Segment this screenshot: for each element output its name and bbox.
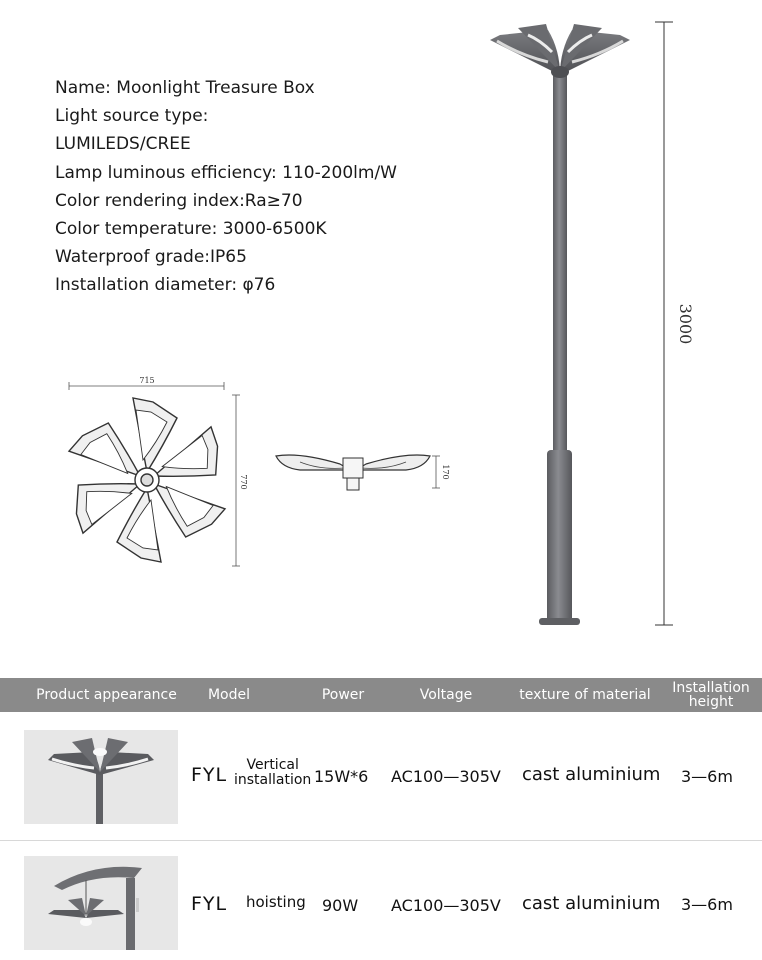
power-value: 90W (322, 896, 359, 915)
top-width-label: 715 (139, 376, 155, 385)
spec-waterproof: Waterproof grade:IP65 (55, 247, 247, 268)
spec-light-source-value: LUMILEDS/CREE (55, 134, 191, 155)
pole-foot (539, 618, 580, 625)
spec-light-source-label: Light source type: (55, 106, 209, 127)
table-row (0, 841, 762, 960)
installation-line2: installation (234, 772, 312, 788)
lamp-head (490, 24, 630, 78)
table-row (0, 712, 762, 840)
header-install-height-line2: height (688, 694, 734, 710)
installation-type: hoisting (246, 893, 306, 911)
power-value: 15W*6 (314, 767, 369, 786)
header-model: Model (207, 687, 251, 703)
hoisting-lamp-image (24, 856, 178, 950)
model-value: FYL (191, 893, 228, 915)
pole-elevation (490, 24, 630, 625)
header-power: Power (321, 687, 365, 703)
product-thumbnail (24, 730, 178, 824)
top-view (61, 376, 248, 566)
spec-cri: Color rendering index:Ra≥70 (55, 190, 303, 211)
voltage-value: AC100—305V (391, 767, 501, 786)
product-thumbnail (24, 856, 178, 950)
model-value: FYL (191, 764, 228, 786)
header-install-height-line1: Installation (672, 680, 750, 696)
voltage-value: AC100—305V (391, 896, 501, 915)
header-voltage: Voltage (419, 687, 473, 703)
side-height-label: 170 (441, 464, 450, 480)
installation-type (234, 758, 311, 788)
height-dimension (655, 22, 695, 625)
vertical-lamp-image (24, 730, 178, 824)
install-height-value: 3—6m (681, 767, 733, 786)
material-value: cast aluminium (522, 893, 661, 914)
pole-height-label: 3000 (676, 303, 695, 345)
installation-line1: Vertical (246, 757, 299, 773)
spec-install-diameter: Installation diameter: φ76 (55, 275, 276, 296)
pole-upper (553, 70, 567, 455)
side-view (276, 455, 450, 490)
header-material: texture of material (519, 687, 651, 703)
spec-name: Name: Moonlight Treasure Box (55, 78, 315, 98)
header-install-height (666, 678, 756, 712)
table-header (0, 678, 762, 712)
material-value: cast aluminium (522, 764, 661, 785)
install-height-value: 3—6m (681, 895, 733, 914)
spec-efficiency: Lamp luminous efficiency: 110-200lm/W (55, 162, 397, 183)
pole-base (547, 450, 572, 622)
top-height-label: 770 (239, 474, 248, 490)
spec-color-temp: Color temperature: 3000-6500K (55, 219, 327, 240)
header-appearance: Product appearance (36, 687, 177, 703)
